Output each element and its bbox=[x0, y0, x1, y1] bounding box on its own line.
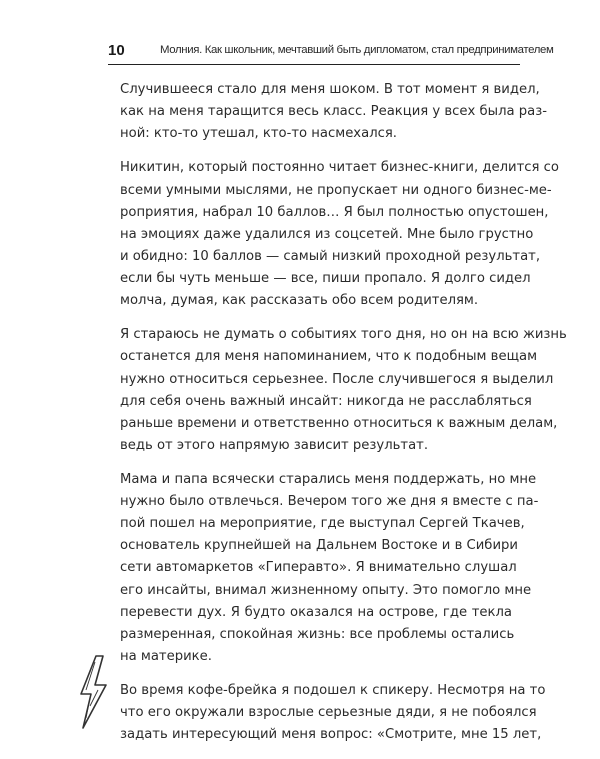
paragraph bbox=[120, 680, 546, 746]
text-line: для себя очень важный инсайт: никогда не расслабляться bbox=[120, 393, 532, 409]
body-text bbox=[120, 79, 567, 759]
page-number: 10 bbox=[108, 42, 125, 59]
text-line: перевести дух. Я будто оказался на острове, где текла bbox=[120, 604, 512, 620]
text-line: Никитин, который постоянно читает бизнес-книги, делится со bbox=[120, 160, 559, 176]
text-line: и обидно: 10 баллов — самый низкий проходной результат, bbox=[120, 248, 541, 264]
paragraph bbox=[120, 79, 548, 145]
paragraph bbox=[120, 157, 559, 312]
text-line: задать интересующий меня вопрос: «Смотрите, мне 15 лет, bbox=[120, 727, 542, 743]
text-line: всеми умными мыслями, не пропускает ни одного бизнес-ме- bbox=[120, 182, 552, 198]
text-line: молча, думая, как рассказать обо всем родителям. bbox=[120, 293, 479, 309]
text-line: раньше времени и ответственно относиться к важным делам, bbox=[120, 415, 558, 431]
text-line: основатель крупнейшей на Дальнем Востоке и в Сибири bbox=[120, 538, 518, 554]
text-line: если бы чуть меньше — все, пиши пропало. Я долго сидел bbox=[120, 270, 531, 286]
text-line: Я стараюсь не думать о событиях того дня, но он на всю жизнь bbox=[120, 327, 567, 343]
text-line: ведь от этого напрямую зависит результат. bbox=[120, 437, 429, 453]
text-line: ной: кто-то утешал, кто-то насмехался. bbox=[120, 126, 397, 142]
text-line: Случившееся стало для меня шоком. В тот момент я видел, bbox=[120, 82, 540, 97]
page-header bbox=[108, 40, 554, 65]
text-line: нужно было отвлечься. Вечером того же дня я вместе с па- bbox=[120, 494, 539, 510]
paragraph bbox=[120, 324, 567, 457]
text-line: размеренная, спокойная жизнь: все проблемы остались bbox=[120, 626, 515, 642]
text-line: Во время кофе-брейка я подошел к спикеру. Несмотря на то bbox=[120, 683, 546, 699]
text-line: как на меня таращится весь класс. Реакция у всех была раз- bbox=[120, 104, 548, 120]
lightning-bolt-icon bbox=[76, 654, 110, 730]
running-title: Молния. Как школьник, мечтавший быть дипломатом, стал предпринимателем bbox=[160, 44, 554, 56]
text-line: нужно относиться серьезнее. После случившегося я выделил bbox=[120, 371, 554, 387]
paragraph bbox=[120, 469, 539, 668]
text-line: Мама и папа всячески старались меня поддержать, но мне bbox=[120, 472, 537, 488]
text-line: что его окружали взрослые серьезные дяди, я не побоялся bbox=[120, 705, 537, 721]
text-line: сети автомаркетов «Гиперавто». Я внимательно слушал bbox=[120, 560, 517, 576]
text-line: останется для меня напоминанием, что к подобным вещам bbox=[120, 349, 538, 365]
text-line: на материке. bbox=[120, 648, 212, 664]
text-line: пой пошел на мероприятие, где выступал Сергей Ткачев, bbox=[120, 516, 525, 532]
text-line: его инсайты, внимал жизненному опыту. Это помогло мне bbox=[120, 582, 532, 598]
text-line: роприятия, набрал 10 баллов… Я был полностью опустошен, bbox=[120, 204, 549, 220]
text-line: на эмоциях даже удалился из соцсетей. Мне было грустно bbox=[120, 226, 534, 242]
